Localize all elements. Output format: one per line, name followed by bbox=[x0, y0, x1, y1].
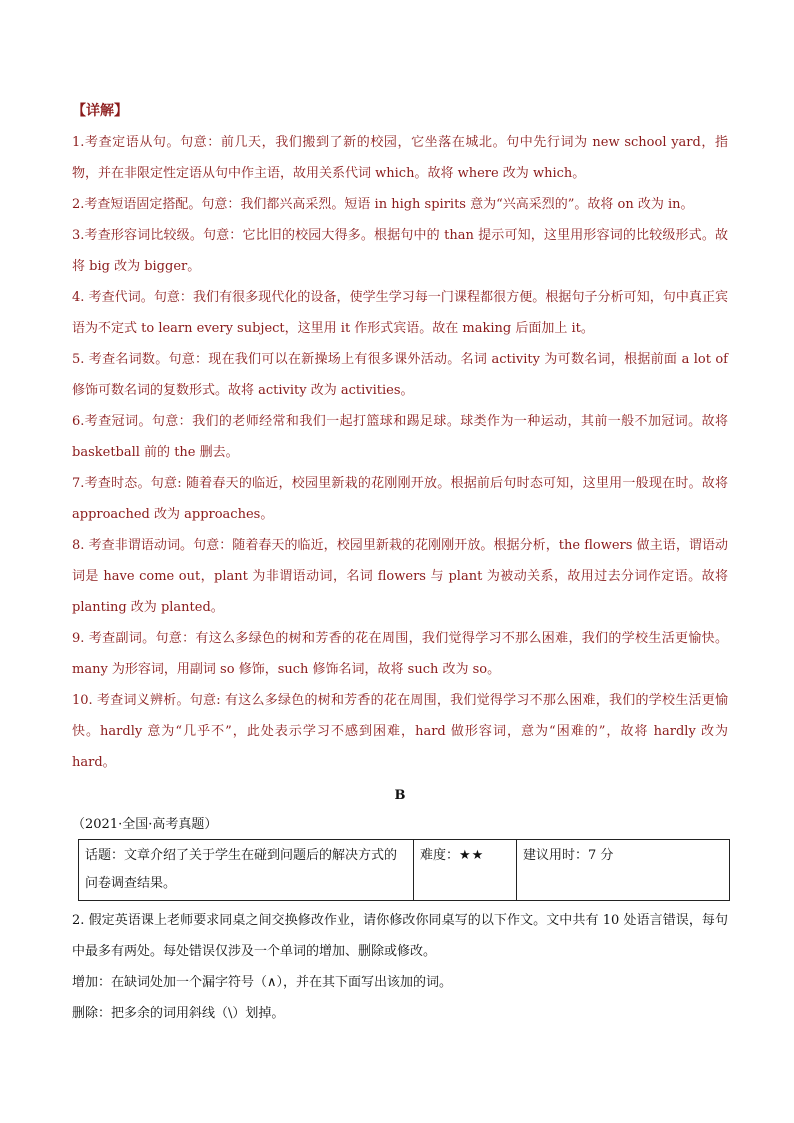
document-page bbox=[72, 96, 728, 1029]
answer-4: 4. 考查代词。句意：我们有很多现代化的设备，使学生学习每一门课程都很方便。根据句子分析可知，句中真正宾语为不定式 to learn every subject，这里用 it 作形式宾语。故在 making 后面加上 it。 bbox=[72, 290, 728, 336]
answer-1: 1.考查定语从句。句意：前几天，我们搬到了新的校园，它坐落在城北。句中先行词为 new school yard，指物，并在非限定性定语从句中作主语，故用关系代词 which。故将 where 改为 which。 bbox=[72, 135, 728, 181]
answer-7: 7.考查时态。句意: 随着春天的临近，校园里新栽的花刚刚开放。根据前后句时态可知，这里用一般现在时。故将 approached 改为 approaches。 bbox=[72, 476, 728, 522]
source-label: （2021·全国·高考真题） bbox=[72, 817, 218, 832]
instruction-add: 增加：在缺词处加一个漏字符号（∧），并在其下面写出该加的词。 bbox=[72, 975, 453, 990]
answer-3: 3.考查形容词比较级。句意：它比旧的校园大得多。根据句中的 than 提示可知，这里用形容词的比较级形式。故将 big 改为 bigger。 bbox=[72, 228, 728, 274]
instruction-delete: 删除：把多余的词用斜线（\）划掉。 bbox=[72, 1006, 285, 1021]
answer-10: 10. 考查词义辨析。句意: 有这么多绿色的树和芳香的花在周围，我们觉得学习不那么困难，我们的学校生活更愉快。hardly 意为“几乎不”，此处表示学习不感到困难，hard 做形容词，意为“困难的”，故将 hardly 改为 hard。 bbox=[72, 693, 728, 770]
instruction-main: 2. 假定英语课上老师要求同桌之间交换修改作业，请你修改你同桌写的以下作文。文中共有 10 处语言错误，每句中最多有两处。每处错误仅涉及一个单词的增加、删除或修改。 bbox=[72, 913, 728, 959]
answer-5: 5. 考查名词数。句意：现在我们可以在新操场上有很多课外活动。名词 activity 为可数名词，根据前面 a lot of 修饰可数名词的复数形式。故将 activity 改为 activities。 bbox=[72, 352, 728, 398]
answer-2: 2.考查短语固定搭配。句意：我们都兴高采烈。短语 in high spirits 意为“兴高采烈的”。故将 on 改为 in。 bbox=[72, 197, 694, 212]
difficulty-label: 难度： bbox=[420, 848, 460, 863]
detail-heading: 【详解】 bbox=[72, 103, 128, 119]
answer-8: 8. 考查非谓语动词。句意：随着春天的临近，校园里新栽的花刚刚开放。根据分析，the flowers 做主语，谓语动词是 have come out，plant 为非谓语动词，名词 flowers 与 plant 为被动关系，故用过去分词作定语。故将 planting 改为 planted。 bbox=[72, 538, 728, 615]
answer-9: 9. 考查副词。句意：有这么多绿色的树和芳香的花在周围，我们觉得学习不那么困难，我们的学校生活更愉快。many 为形容词，用副词 so 修饰，such 修饰名词，故将 such 改为 so。 bbox=[72, 631, 728, 677]
time-cell: 建议用时：7 分 bbox=[517, 840, 730, 901]
difficulty-cell bbox=[414, 840, 517, 901]
info-table bbox=[78, 839, 730, 901]
section-label: B bbox=[394, 788, 406, 803]
answer-6: 6.考查冠词。句意：我们的老师经常和我们一起打篮球和踢足球。球类作为一种运动，其前一般不加冠词。故将 basketball 前的 the 删去。 bbox=[72, 414, 728, 460]
topic-cell: 话题：文章介绍了关于学生在碰到问题后的解决方式的问卷调查结果。 bbox=[79, 840, 414, 901]
difficulty-stars: ★★ bbox=[459, 848, 485, 863]
